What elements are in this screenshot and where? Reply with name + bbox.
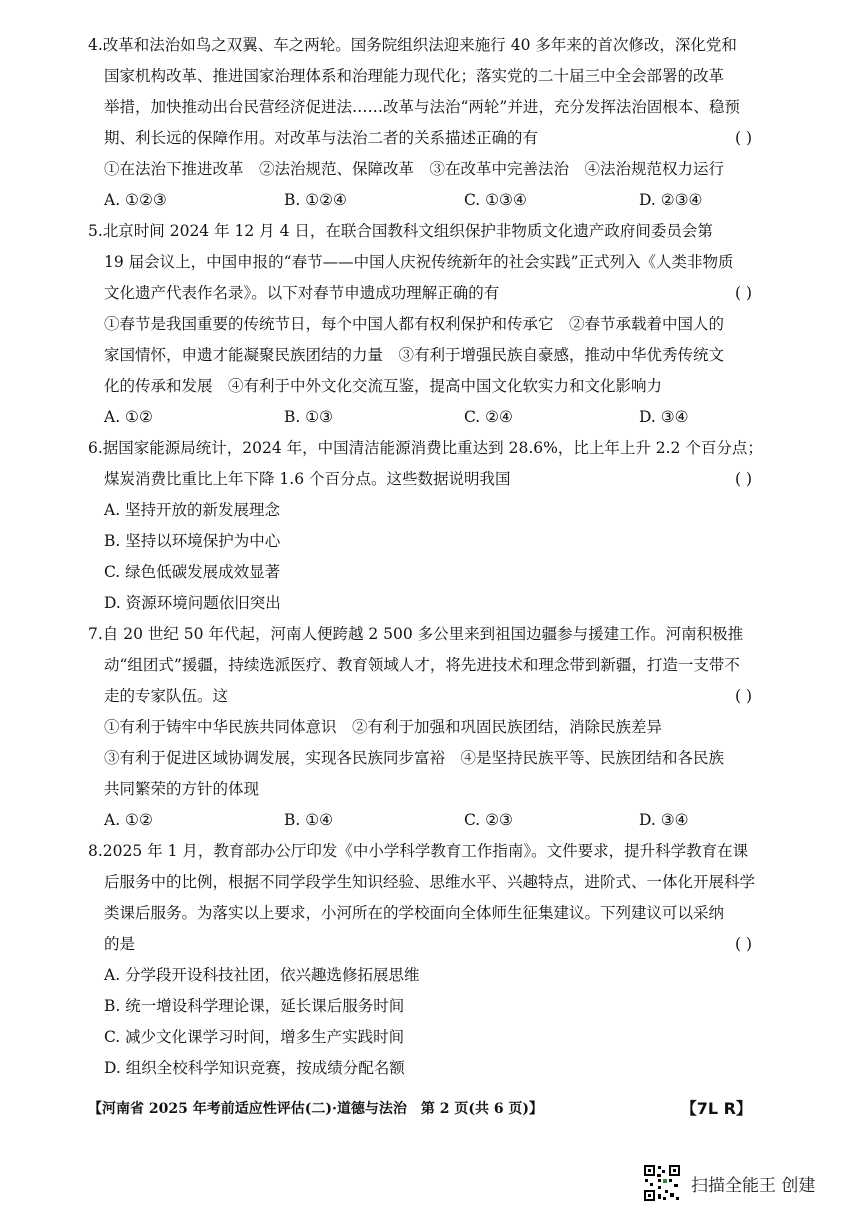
option-a: A. ①②③ [104, 191, 167, 209]
options-row [88, 402, 758, 433]
question-stem-line: 4.改革和法治如鸟之双翼、车之两轮。国务院组织法迎来施行 40 多年来的首次修改，深化党和 [88, 36, 737, 54]
statement-line: 共同繁荣的方针的体现 [104, 780, 260, 798]
option-d: D. ③④ [639, 408, 689, 426]
statement-line: 化的传承和发展 ④有利于中外文化交流互鉴，提高中国文化软实力和文化影响力 [104, 377, 663, 395]
option-b: B. 统一增设科学理论课，延长课后服务时间 [104, 997, 405, 1015]
question-stem-line: 5.北京时间 2024 年 12 月 4 日，在联合国教科文组织保护非物质文化遗产政府间委员会第 [88, 222, 713, 240]
answer-paren: ( ) [734, 470, 752, 488]
answer-paren: ( ) [734, 284, 752, 302]
question-8 [88, 836, 758, 1084]
qr-code-icon [643, 1164, 681, 1202]
question-stem-line: 后服务中的比例，根据不同学段学生知识经验、思维水平、兴趣特点，进阶式、一体化开展科学 [104, 873, 756, 891]
answer-paren: ( ) [734, 129, 752, 147]
question-stem-line: 7.自 20 世纪 50 年代起，河南人便跨越 2 500 多公里来到祖国边疆参与援建工作。河南积极推 [88, 625, 744, 643]
options-row [88, 805, 758, 836]
question-4 [88, 30, 758, 216]
question-stem-line: 的是 ( ) [88, 929, 758, 960]
option-c: C. ②④ [464, 408, 513, 426]
question-stem-line: 举措，加快推动出台民营经济促进法……改革与法治“两轮”并进，充分发挥法治固根本、稳预 [104, 98, 740, 116]
option-c: C. ②③ [464, 811, 513, 829]
question-stem-line: 19 届会议上，中国申报的“春节——中国人庆祝传统新年的社会实践”正式列入《人类非物质 [104, 253, 734, 271]
option-d: D. 组织全校科学知识竞赛，按成绩分配名额 [104, 1059, 405, 1077]
option-b: B. ①④ [284, 811, 334, 829]
option-c: C. ①③④ [464, 191, 527, 209]
question-6 [88, 433, 763, 619]
question-stem-line: 类课后服务。为落实以上要求，小河所在的学校面向全体师生征集建议。下列建议可以采纳 [104, 904, 725, 922]
scanner-watermark [643, 1163, 815, 1203]
question-stem-line: 文化遗产代表作名录》。以下对春节申遗成功理解正确的有 ( ) [88, 278, 758, 309]
option-c: C. 绿色低碳发展成效显著 [104, 563, 281, 581]
question-stem-line: 8.2025 年 1 月，教育部办公厅印发《中小学科学教育工作指南》。文件要求，提升科学教育在课 [88, 842, 749, 860]
statement-line: ③有利于促进区域协调发展，实现各民族同步富裕 ④是坚持民族平等、民族团结和各民族 [104, 749, 725, 767]
option-b: B. ①②④ [284, 191, 347, 209]
footer-text: 【河南省 2025 年考前适应性评估(二)·道德与法治 第 2 页(共 6 页)】 [88, 1101, 544, 1117]
page-footer [88, 1096, 758, 1122]
question-stem-line: 国家机构改革、推进国家治理体系和治理能力现代化；落实党的二十届三中全会部署的改革 [104, 67, 725, 85]
answer-paren: ( ) [734, 687, 752, 705]
answer-paren: ( ) [734, 935, 752, 953]
scanner-label: 扫描全能王 创建 [691, 1175, 816, 1196]
option-c: C. 减少文化课学习时间，增多生产实践时间 [104, 1028, 405, 1046]
statement-line: 家国情怀，申遗才能凝聚民族团结的力量 ③有利于增强民族自豪感，推动中华优秀传统文 [104, 346, 725, 364]
option-d: D. 资源环境问题依旧突出 [104, 594, 281, 612]
statement-line: ①春节是我国重要的传统节日，每个中国人都有权利保护和传承它 ②春节承载着中国人的 [104, 315, 725, 333]
option-a: A. 坚持开放的新发展理念 [104, 501, 281, 519]
option-b: B. 坚持以环境保护为中心 [104, 532, 281, 550]
question-7 [88, 619, 758, 836]
statement-line: ①有利于铸牢中华民族共同体意识 ②有利于加强和巩固民族团结，消除民族差异 [104, 718, 663, 736]
option-d: D. ③④ [639, 811, 689, 829]
question-5 [88, 216, 758, 433]
options-row [88, 185, 758, 216]
question-stem-line: 煤炭消费比重比上年下降 1.6 个百分点。这些数据说明我国 ( ) [88, 464, 758, 495]
question-stem-line: 动“组团式”援疆，持续选派医疗、教育领域人才，将先进技术和理念带到新疆，打造一支带不 [104, 656, 740, 674]
option-d: D. ②③④ [639, 191, 703, 209]
option-b: B. ①③ [284, 408, 334, 426]
option-a: A. 分学段开设科技社团，依兴趣选修拓展思维 [104, 966, 420, 984]
option-a: A. ①② [104, 811, 153, 829]
question-stem-line: 6.据国家能源局统计，2024 年，中国清洁能源消费比重达到 28.6%，比上年上升 2.2 个百分点； [88, 439, 763, 457]
question-stem-line: 期、利长远的保障作用。对改革与法治二者的关系描述正确的有 ( ) [88, 123, 758, 154]
footer-code: 【7L R】 [680, 1099, 752, 1118]
statement-line: ①在法治下推进改革 ②法治规范、保障改革 ③在改革中完善法治 ④法治规范权力运行 [104, 160, 725, 178]
option-a: A. ①② [104, 408, 153, 426]
question-stem-line: 走的专家队伍。这 ( ) [88, 681, 758, 712]
